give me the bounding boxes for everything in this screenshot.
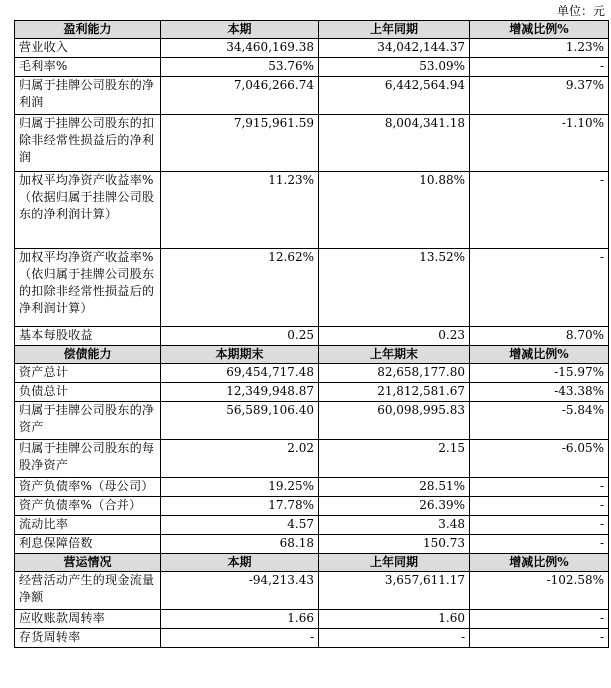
row-previous: 0.23 xyxy=(319,327,470,346)
row-change: - xyxy=(470,478,609,497)
row-label: 资产总计 xyxy=(15,364,161,383)
row-change: -1.10% xyxy=(470,115,609,172)
unit-label: 单位：元 xyxy=(556,4,605,18)
financial-indicators-table xyxy=(14,20,609,648)
row-previous: 3,657,611.17 xyxy=(319,572,470,610)
row-label: 流动比率 xyxy=(15,516,161,535)
row-current: 1.66 xyxy=(161,610,319,629)
table-row xyxy=(15,572,609,610)
row-current: 7,046,266.74 xyxy=(161,77,319,115)
table-row xyxy=(15,249,609,327)
header-change: 增减比例% xyxy=(470,554,609,572)
row-current: 19.25% xyxy=(161,478,319,497)
row-change: 1.23% xyxy=(470,39,609,58)
row-previous: - xyxy=(319,629,470,648)
row-label: 基本每股收益 xyxy=(15,327,161,346)
row-label: 资产负债率%（合并） xyxy=(15,497,161,516)
row-previous: 34,042,144.37 xyxy=(319,39,470,58)
header-category: 盈利能力 xyxy=(15,21,161,39)
row-current: 7,915,961.59 xyxy=(161,115,319,172)
section-header-operations xyxy=(15,554,609,572)
table-row xyxy=(15,364,609,383)
row-label: 加权平均净资产收益率%（依归属于挂牌公司股东的扣除非经常性损益后的净利润计算） xyxy=(15,249,161,327)
table-row xyxy=(15,478,609,497)
section-header-profitability xyxy=(15,21,609,39)
row-label: 营业收入 xyxy=(15,39,161,58)
header-category: 营运情况 xyxy=(15,554,161,572)
row-label: 归属于挂牌公司股东的净利润 xyxy=(15,77,161,115)
row-change: -6.05% xyxy=(470,440,609,478)
table-row xyxy=(15,497,609,516)
row-label: 经营活动产生的现金流量净额 xyxy=(15,572,161,610)
row-current: 56,589,106.40 xyxy=(161,402,319,440)
row-previous: 2.15 xyxy=(319,440,470,478)
row-current: 34,460,169.38 xyxy=(161,39,319,58)
row-previous: 6,442,564.94 xyxy=(319,77,470,115)
header-current: 本期 xyxy=(161,21,319,39)
row-label: 存货周转率 xyxy=(15,629,161,648)
row-label: 毛利率% xyxy=(15,58,161,77)
row-label: 应收账款周转率 xyxy=(15,610,161,629)
table-row xyxy=(15,77,609,115)
row-change: -102.58% xyxy=(470,572,609,610)
row-change: 8.70% xyxy=(470,327,609,346)
table-row xyxy=(15,115,609,172)
table-row xyxy=(15,327,609,346)
table-row xyxy=(15,516,609,535)
row-change: - xyxy=(470,610,609,629)
header-change: 增减比例% xyxy=(470,21,609,39)
row-change: - xyxy=(470,629,609,648)
row-current: - xyxy=(161,629,319,648)
row-change: 9.37% xyxy=(470,77,609,115)
table-row xyxy=(15,610,609,629)
header-change: 增减比例% xyxy=(470,346,609,364)
row-previous: 21,812,581.67 xyxy=(319,383,470,402)
header-previous: 上年同期 xyxy=(319,554,470,572)
row-change: -15.97% xyxy=(470,364,609,383)
row-previous: 26.39% xyxy=(319,497,470,516)
row-current: -94,213.43 xyxy=(161,572,319,610)
header-previous: 上年期末 xyxy=(319,346,470,364)
row-change: - xyxy=(470,516,609,535)
table-row xyxy=(15,535,609,554)
header-current: 本期 xyxy=(161,554,319,572)
row-previous: 150.73 xyxy=(319,535,470,554)
row-previous: 60,098,995.83 xyxy=(319,402,470,440)
row-label: 负债总计 xyxy=(15,383,161,402)
row-previous: 3.48 xyxy=(319,516,470,535)
row-previous: 53.09% xyxy=(319,58,470,77)
section-header-solvency xyxy=(15,346,609,364)
row-current: 0.25 xyxy=(161,327,319,346)
row-current: 12.62% xyxy=(161,249,319,327)
row-change: - xyxy=(470,172,609,249)
row-label: 资产负债率%（母公司） xyxy=(15,478,161,497)
row-current: 12,349,948.87 xyxy=(161,383,319,402)
row-previous: 13.52% xyxy=(319,249,470,327)
row-current: 69,454,717.48 xyxy=(161,364,319,383)
row-label: 归属于挂牌公司股东的每股净资产 xyxy=(15,440,161,478)
table-row xyxy=(15,39,609,58)
row-current: 53.76% xyxy=(161,58,319,77)
row-change: -43.38% xyxy=(470,383,609,402)
row-previous: 8,004,341.18 xyxy=(319,115,470,172)
row-label: 利息保障倍数 xyxy=(15,535,161,554)
row-change: - xyxy=(470,249,609,327)
table-row xyxy=(15,402,609,440)
table-row xyxy=(15,172,609,249)
table-row xyxy=(15,383,609,402)
row-label: 归属于挂牌公司股东的扣除非经常性损益后的净利润 xyxy=(15,115,161,172)
row-change: - xyxy=(470,535,609,554)
row-label: 归属于挂牌公司股东的净资产 xyxy=(15,402,161,440)
table-row xyxy=(15,629,609,648)
row-previous: 82,658,177.80 xyxy=(319,364,470,383)
row-current: 68.18 xyxy=(161,535,319,554)
row-change: - xyxy=(470,58,609,77)
row-current: 17.78% xyxy=(161,497,319,516)
row-change: - xyxy=(470,497,609,516)
header-category: 偿债能力 xyxy=(15,346,161,364)
row-current: 2.02 xyxy=(161,440,319,478)
row-current: 11.23% xyxy=(161,172,319,249)
row-previous: 10.88% xyxy=(319,172,470,249)
row-previous: 28.51% xyxy=(319,478,470,497)
header-previous: 上年同期 xyxy=(319,21,470,39)
table-row xyxy=(15,58,609,77)
row-change: -5.84% xyxy=(470,402,609,440)
row-current: 4.57 xyxy=(161,516,319,535)
header-current: 本期期末 xyxy=(161,346,319,364)
row-previous: 1.60 xyxy=(319,610,470,629)
row-label: 加权平均净资产收益率%（依据归属于挂牌公司股东的净利润计算） xyxy=(15,172,161,249)
table-row xyxy=(15,440,609,478)
